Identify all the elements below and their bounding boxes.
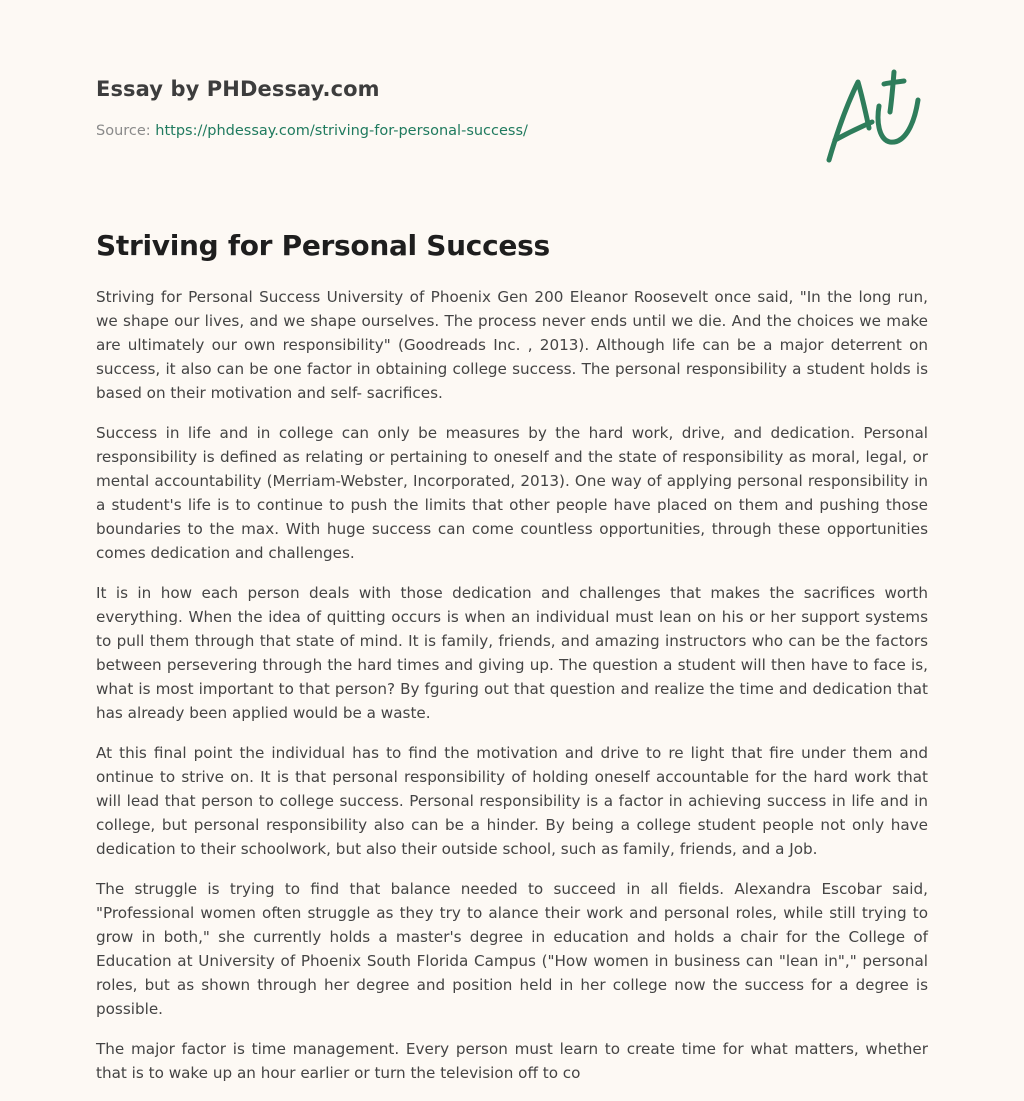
essay-body [96, 285, 928, 1101]
essay-paragraph: The struggle is trying to find that balance needed to succeed in all fields. Alexandra Escobar said, "Professional women often struggle as they try to alance their work and personal roles, while still trying to grow in both," she currently holds a master's degree in education and holds a chair for the College of Education at University of Phoenix South Florida Campus ("How women in business can "lean in"," personal roles, but as shown through her degree and position held in her college now the success for a degree is possible. [96, 880, 928, 1018]
site-title: Essay by PHDessay.com [96, 77, 380, 101]
essay-paragraph: Success in life and in college can only be measures by the hard work, drive, and dedication. Personal responsibility is defined as relating or pertaining to oneself and the state of responsibility as moral, legal, or mental accountability (Merriam-Webster, Incorporated, 2013). One way of applying personal responsibility in a student's life is to continue to push the limits that other people have placed on them and pushing those boundaries to the max. With huge success can come countless opportunities, through these opportunities comes dedication and challenges. [96, 424, 928, 562]
source-link[interactable]: https://phdessay.com/striving-for-personal-success/ [155, 123, 528, 139]
source-label: Source: [96, 123, 156, 139]
essay-paragraph: It is in how each person deals with those dedication and challenges that makes the sacrifices worth everything. When the idea of quitting occurs is when an individual must lean on his or her support systems to pull them through that state of mind. It is family, friends, and amazing instructors who can be the factors between persevering through the hard times and giving up. The question a student will then have to face is, what is most important to that person? By fguring out that question and realize the time and dedication that has already been applied would be a waste. [96, 584, 928, 722]
essay-paragraph: The major factor is time management. Every person must learn to create time for what matters, whether that is to wake up an hour earlier or turn the television off to co [96, 1040, 928, 1082]
page-header [96, 74, 796, 141]
source-line [96, 121, 796, 141]
essay-title: Striving for Personal Success [96, 229, 550, 262]
a-plus-grade-icon [822, 66, 930, 166]
essay-paragraph: At this final point the individual has to find the motivation and drive to re light that fire under them and ontinue to strive on. It is that personal responsibility of holding oneself accountable for the hard work that will lead that person to college success. Personal responsibility is a factor in achieving success in life and in college, but personal responsibility also can be a hinder. By being a college student people not only have dedication to their schoolwork, but also their outside school, such as family, friends, and a Job. [96, 744, 928, 858]
essay-paragraph: Striving for Personal Success University of Phoenix Gen 200 Eleanor Roosevelt once said, "In the long run, we shape our lives, and we shape ourselves. The process never ends until we die. And the choices we make are ultimately our own responsibility" (Goodreads Inc. , 2013). Although life can be a major deterrent on success, it also can be one factor in obtaining college success. The personal responsibility a student holds is based on their motivation and self- sacrifices. [96, 288, 928, 402]
